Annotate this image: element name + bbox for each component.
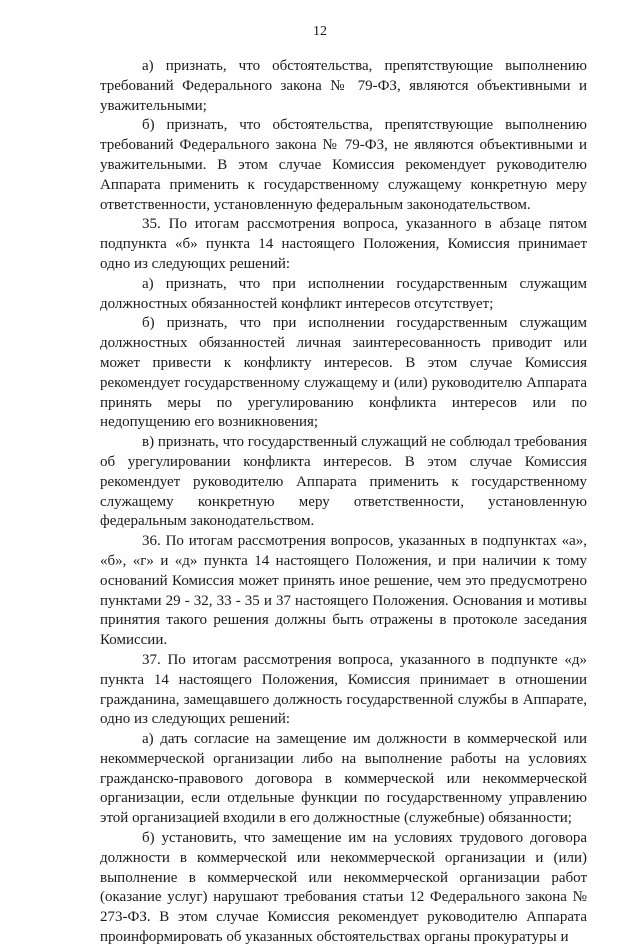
paragraph-clause-36: 36. По итогам рассмотрения вопросов, указанных в подпунктах «а», «б», «г» и «д» пункта 14 настоящего Положения, и при наличии к тому оснований Комиссия может принять иное решение, чем это предусмотрено пунктами 29 - 32, 33 - 35 и 37 настоящего Положения. Основания и мотивы принятия такого решения должны быть отражены в протоколе заседания Комиссии.: [100, 533, 587, 649]
paragraph-35-a: а) признать, что при исполнении государственным служащим должностных обязанностей конфликт интересов отсутствует;: [100, 275, 587, 312]
document-body: [100, 57, 587, 948]
paragraph-35-b: б) признать, что при исполнении государственным служащим должностных обязанностей личная заинтересованность приводит или может привести к конфликту интересов. В этом случае Комиссия рекомендует государственному служащему и (или) руководителю Аппарата принять меры по урегулированию конфликта интересов или по недопущению его возникновения;: [100, 315, 587, 431]
paragraph-clause-35: 35. По итогам рассмотрения вопроса, указанного в абзаце пятом подпункта «б» пункта 14 настоящего Положения, Комиссия принимает одно из следующих решений:: [100, 216, 587, 272]
paragraph-item-b-not-objective: б) признать, что обстоятельства, препятствующие выполнению требований Федерального закона № 79-ФЗ, не являются объективными и уважительными. В этом случае Комиссия рекомендует руководителю Аппарата применить к государственному служащему конкретную меру ответственности, установленную федеральным законодательством.: [100, 117, 587, 213]
paragraph-37-b: б) установить, что замещение им на условиях трудового договора должности в коммерческой или некоммерческой организации и (или) выполнение в коммерческой или некоммерческой организации работ (оказание услуг) нарушают требования статьи 12 Федерального закона № 273-ФЗ. В этом случае Комиссия рекомендует руководителю Аппарата проинформировать об указанных обстоятельствах органы прокуратуры и: [100, 830, 587, 946]
paragraph-35-v: в) признать, что государственный служащий не соблюдал требования об урегулировании конфликта интересов. В этом случае Комиссия рекомендует руководителю Аппарата применить к государственному служащему конкретную меру ответственности, установленную федеральным законодательством.: [100, 434, 587, 530]
paragraph-clause-37: 37. По итогам рассмотрения вопроса, указанного в подпункте «д» пункта 14 настоящего Положения, Комиссия принимает в отношении гражданина, замещавшего должность государственной службы в Аппарате, одно из следующих решений:: [100, 651, 587, 728]
paragraph-37-a: а) дать согласие на замещение им должности в коммерческой или некоммерческой организации либо на выполнение работы на условиях гражданско-правового договора в коммерческой или некоммерческой организации, если отдельные функции по государственному управлению этой организацией входили в его должностные (служебные) обязанности;: [100, 731, 587, 827]
paragraph-item-a-objective: а) признать, что обстоятельства, препятствующие выполнению требований Федерального закона № 79-ФЗ, являются объективными и уважительными;: [100, 58, 587, 114]
page-number: 12: [313, 24, 327, 39]
